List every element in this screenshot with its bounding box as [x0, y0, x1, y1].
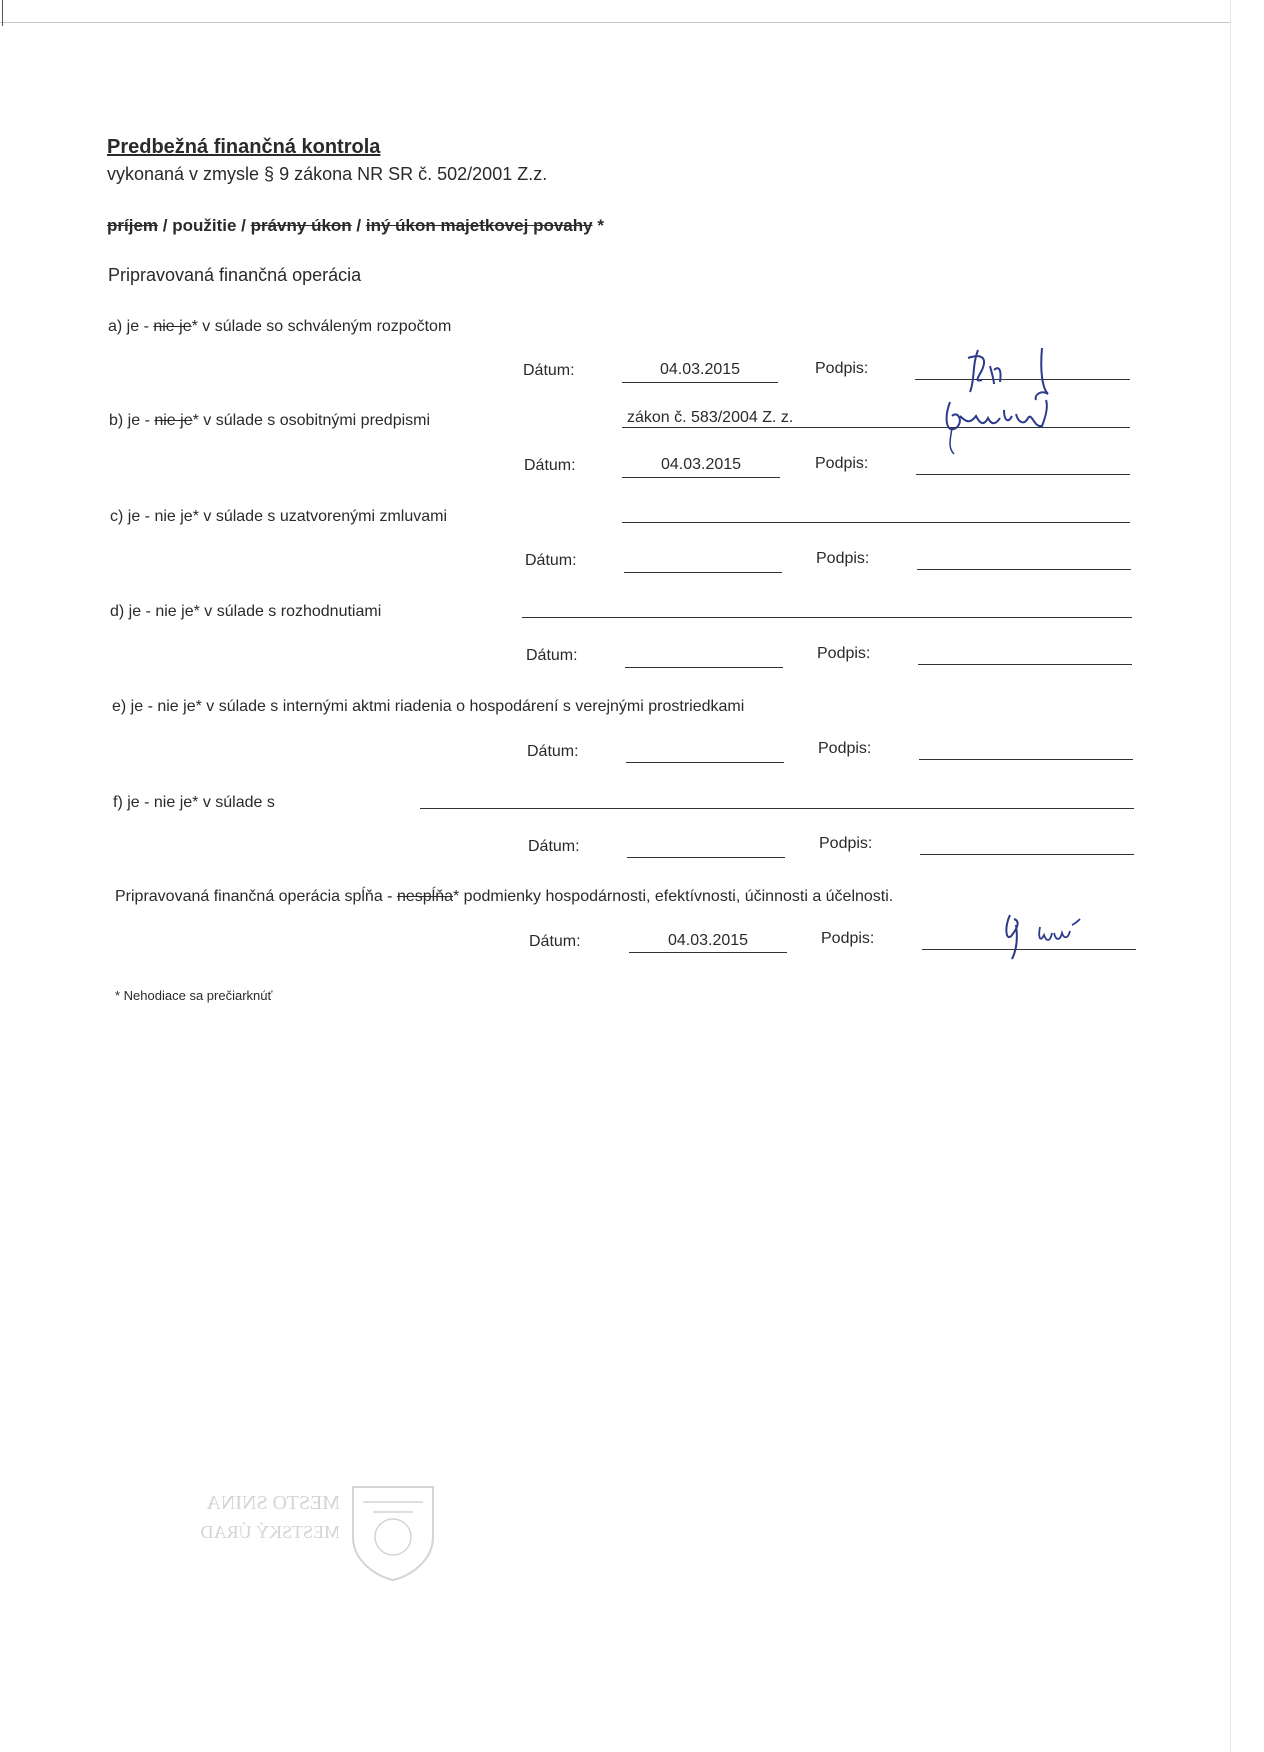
row-b-suffix: * v súlade s osobitnými predpismi	[192, 412, 431, 429]
type-separator: /	[236, 216, 251, 235]
row-e: e) je - nie je* v súlade s internými aktmi riadenia o hospodárení s verejnými prostriedkami	[112, 698, 745, 715]
date-label-e: Dátum:	[527, 743, 579, 760]
type-separator: /	[351, 216, 366, 235]
row-a-prefix: a) je -	[108, 318, 154, 335]
municipal-stamp	[160, 1482, 440, 1592]
type-separator: /	[158, 216, 173, 235]
date-line-e	[626, 762, 784, 763]
row-b-negation: nie je	[154, 412, 193, 429]
row-c: c) je - nie je* v súlade s uzatvorenými zmluvami	[110, 508, 448, 525]
detail-line-f	[420, 808, 1134, 809]
type-property-act: iný úkon majetkovej povahy	[365, 216, 593, 235]
date-line-c	[624, 572, 782, 573]
date-label-b: Dátum:	[524, 457, 576, 474]
signature-final-icon	[990, 905, 1110, 965]
date-line-f	[627, 857, 785, 858]
type-asterisk: *	[592, 216, 604, 235]
date-label-c: Dátum:	[525, 552, 577, 569]
row-f: f) je - nie je* v súlade s	[113, 794, 275, 811]
scan-edge-right	[1230, 0, 1231, 1752]
signature-line-c	[917, 569, 1131, 570]
date-value-final: 04.03.2015	[667, 932, 749, 949]
date-label-d: Dátum:	[526, 647, 578, 664]
row-d: d) je - nie je* v súlade s rozhodnutiami	[110, 603, 382, 620]
signature-a-b-icon	[930, 330, 1070, 460]
type-use: použitie	[172, 216, 237, 235]
signature-label-b: Podpis:	[815, 455, 869, 472]
final-statement	[115, 888, 893, 906]
signature-line-b	[916, 474, 1130, 475]
type-income: príjem	[107, 216, 159, 235]
row-b-prefix: b) je -	[109, 412, 155, 429]
final-negation: nespĺňa	[396, 888, 453, 905]
coat-of-arms-icon	[348, 1482, 438, 1582]
document-title: Predbežná finančná kontrola	[107, 136, 381, 158]
row-b-detail: zákon č. 583/2004 Z. z.	[627, 409, 794, 426]
stamp-line2: MESTSKÝ ÚRAD	[200, 1522, 340, 1542]
document-subtitle: vykonaná v zmysle § 9 zákona NR SR č. 502/2001 Z.z.	[107, 164, 548, 184]
signature-label-f: Podpis:	[819, 835, 873, 852]
detail-line-c	[622, 522, 1130, 523]
date-value-b: 04.03.2015	[660, 456, 742, 473]
type-legal-act: právny úkon	[250, 216, 352, 235]
row-b	[109, 412, 430, 430]
row-a-suffix: * v súlade so schváleným rozpočtom	[191, 318, 452, 335]
scan-edge-left	[2, 0, 3, 26]
signature-line-e	[919, 759, 1133, 760]
final-prefix: Pripravovaná finančná operácia spĺňa -	[115, 888, 397, 905]
row-a-negation: nie je	[153, 318, 192, 335]
signature-label-c: Podpis:	[816, 550, 870, 567]
signature-line-f	[920, 854, 1134, 855]
signature-label-a: Podpis:	[815, 360, 869, 377]
date-label-final: Dátum:	[529, 933, 581, 950]
detail-line-d	[522, 617, 1132, 618]
section-heading: Pripravovaná finančná operácia	[108, 265, 362, 285]
date-label-a: Dátum:	[523, 362, 575, 379]
operation-types	[107, 216, 604, 236]
date-label-f: Dátum:	[528, 838, 580, 855]
signature-line-d	[918, 664, 1132, 665]
footnote: * Nehodiace sa prečiarknúť	[115, 988, 273, 1003]
date-line-final	[629, 952, 787, 953]
scan-edge-top	[0, 22, 1230, 23]
date-line-b	[622, 477, 780, 478]
signature-label-e: Podpis:	[818, 740, 872, 757]
row-a	[108, 318, 451, 336]
date-value-a: 04.03.2015	[659, 361, 741, 378]
date-line-d	[625, 667, 783, 668]
final-suffix: * podmienky hospodárnosti, efektívnosti, účinnosti a účelnosti.	[453, 888, 894, 905]
stamp-line1: MESTO SNINA	[206, 1492, 340, 1514]
signature-label-d: Podpis:	[817, 645, 871, 662]
date-line-a	[622, 382, 778, 383]
signature-label-final: Podpis:	[821, 930, 875, 947]
